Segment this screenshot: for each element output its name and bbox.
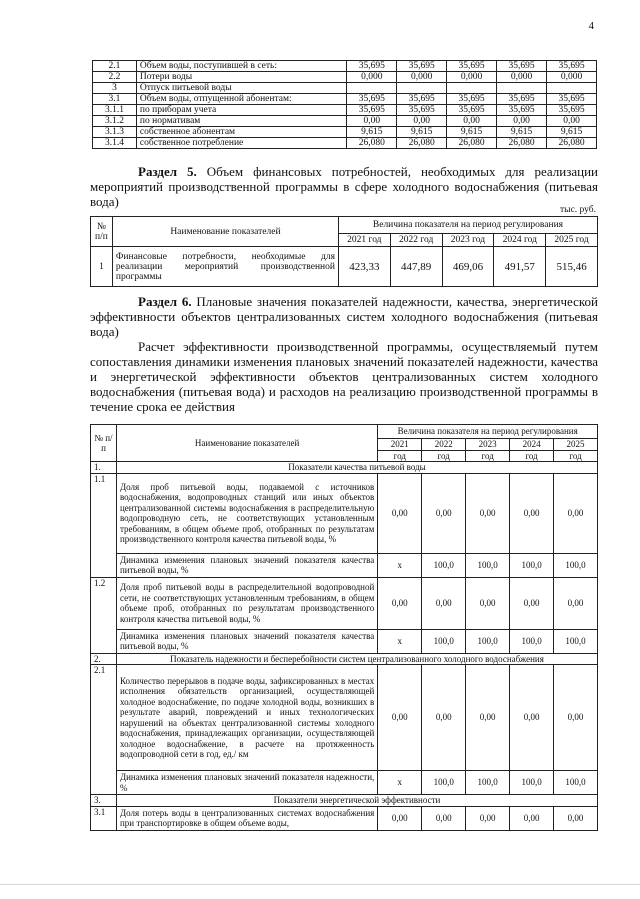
ind-year: 2023 <box>466 439 510 451</box>
row-value: 9,615 <box>547 127 597 138</box>
ind-header-group: Величина показателя на период регулирования <box>378 425 598 439</box>
ind-year-unit: год <box>554 450 598 462</box>
section-row-num: 1. <box>91 462 117 474</box>
row-value: 0,000 <box>347 72 397 83</box>
section-6-heading <box>90 294 598 339</box>
indicator-value: 0,00 <box>510 473 554 553</box>
row-value: 35,695 <box>347 94 397 105</box>
ind-year: 2025 <box>554 439 598 451</box>
row-name: Объем воды, поступившей в сеть: <box>136 61 346 72</box>
row-name: Отпуск питьевой воды <box>136 83 346 94</box>
water-balance-row <box>93 116 597 127</box>
indicator-value: 0,00 <box>378 473 422 553</box>
section-row-title: Показатели энергетической эффективности <box>116 795 597 807</box>
row-value: 35,695 <box>397 61 447 72</box>
water-balance-table <box>92 60 597 149</box>
row-value: 26,080 <box>397 138 447 149</box>
section-6-label: Раздел 6. <box>138 294 192 309</box>
dynamics-name: Динамика изменения плановых значений показателя надежности, % <box>116 771 377 795</box>
fin-value: 515,46 <box>546 247 598 287</box>
water-balance-row <box>93 61 597 72</box>
ind-year: 2024 <box>510 439 554 451</box>
page-bottom-rule <box>0 884 640 885</box>
row-num: 3.1.3 <box>93 127 137 138</box>
indicator-name: Доля проб питьевой воды, подаваемой с источников водоснабжения, водопроводных станций или иных объектов централизованной системы водоснабжения в распределительную водопроводную сеть, не соответствующих установленным требованиям, в общем объеме проб, отобранных по результатам производственного контроля качества питьевой воды, % <box>116 473 377 553</box>
row-num: 1.1 <box>91 473 117 577</box>
section-6-paragraph: Расчет эффективности производственной программы, осуществляемый путем сопоставления динамики изменения плановых значений показателей надежности, качества и энергетической эффективности объектов централизованных систем холодного водоснабжения (питьевая вода) и расходов на реализацию производственной программы в течение срока ее действия <box>90 339 598 414</box>
row-value: 0,00 <box>497 116 547 127</box>
row-value <box>397 83 447 94</box>
row-value: 26,080 <box>497 138 547 149</box>
indicator-value: 0,00 <box>510 806 554 830</box>
page-number: 4 <box>588 20 594 32</box>
row-value: 0,00 <box>447 116 497 127</box>
row-value: 26,080 <box>447 138 497 149</box>
row-value: 0,000 <box>547 72 597 83</box>
dynamics-value: 100,0 <box>510 629 554 653</box>
indicator-value: 0,00 <box>466 577 510 629</box>
row-value: 35,695 <box>497 105 547 116</box>
dynamics-value: х <box>378 771 422 795</box>
row-value: 35,695 <box>547 61 597 72</box>
row-num: 3.1 <box>93 94 137 105</box>
fin-row-num: 1 <box>91 247 113 287</box>
fin-value: 491,57 <box>494 247 546 287</box>
section-5-text: Объем финансовых потребностей, необходимых для реализации мероприятий производственной программы в сфере холодного водоснабжения (питьевая вода) <box>90 164 598 209</box>
row-value: 35,695 <box>447 94 497 105</box>
dynamics-value: 100,0 <box>466 771 510 795</box>
water-balance-row <box>93 105 597 116</box>
row-value: 0,00 <box>547 116 597 127</box>
row-num: 2.2 <box>93 72 137 83</box>
section-6-text: Плановые значения показателей надежности, качества, энергетической эффективности объектов централизованных систем холодного водоснабжения (питьевая вода) <box>90 294 599 339</box>
dynamics-value: х <box>378 629 422 653</box>
ind-header-num: № п/п <box>91 425 117 462</box>
fin-year: 2025 год <box>546 234 598 247</box>
row-value: 35,695 <box>347 105 397 116</box>
water-balance-row <box>93 127 597 138</box>
dynamics-value: 100,0 <box>554 629 598 653</box>
dynamics-value: 100,0 <box>422 553 466 577</box>
dynamics-value: 100,0 <box>422 629 466 653</box>
row-value: 35,695 <box>447 61 497 72</box>
section-row-num: 3. <box>91 795 117 807</box>
row-value: 35,695 <box>547 105 597 116</box>
indicator-value: 0,00 <box>466 665 510 771</box>
row-name: собственное абонентам <box>136 127 346 138</box>
indicator-value: 0,00 <box>554 473 598 553</box>
row-value: 35,695 <box>497 61 547 72</box>
section-row-num: 2. <box>91 653 117 665</box>
dynamics-name: Динамика изменения плановых значений показателя качества питьевой воды, % <box>116 629 377 653</box>
indicator-name: Количество перерывов в подаче воды, зафиксированных в местах исполнения обязательств организацией, осуществляющей холодное водоснабжение, по подаче холодной воды, возникших в результате аварий, повреждений и иных технологических нарушений на объектах централизованной системы холодного водоснабжения, принадлежащих организации, осуществляющей холодное водоснабжение, в расчете на протяженность водопроводной сети в год, ед./ км <box>116 665 377 771</box>
row-num: 3.1.1 <box>93 105 137 116</box>
indicator-value: 0,00 <box>466 806 510 830</box>
row-value <box>497 83 547 94</box>
fin-year: 2023 год <box>442 234 494 247</box>
indicators-table <box>90 424 598 831</box>
indicator-value: 0,00 <box>554 665 598 771</box>
fin-year: 2021 год <box>338 234 390 247</box>
indicator-value: 0,00 <box>510 665 554 771</box>
indicator-value: 0,00 <box>422 665 466 771</box>
row-num: 2.1 <box>91 665 117 795</box>
ind-year: 2021 <box>378 439 422 451</box>
row-name: по приборам учета <box>136 105 346 116</box>
fin-value: 469,06 <box>442 247 494 287</box>
financial-needs-table <box>90 216 598 287</box>
row-num: 3.1.2 <box>93 116 137 127</box>
section-row-title: Показатель надежности и бесперебойности систем централизованного холодного водоснабжения <box>116 653 597 665</box>
row-num: 3 <box>93 83 137 94</box>
indicator-value: 0,00 <box>422 473 466 553</box>
indicator-value: 0,00 <box>422 806 466 830</box>
row-value: 35,695 <box>347 61 397 72</box>
water-balance-row <box>93 83 597 94</box>
fin-value: 423,33 <box>338 247 390 287</box>
row-value: 26,080 <box>547 138 597 149</box>
dynamics-value: 100,0 <box>510 553 554 577</box>
water-balance-row <box>93 72 597 83</box>
water-balance-row <box>93 94 597 105</box>
dynamics-value: 100,0 <box>510 771 554 795</box>
units-label: тыс. руб. <box>560 205 596 215</box>
fin-header-num: № п/п <box>91 217 113 247</box>
indicator-value: 0,00 <box>378 665 422 771</box>
row-num: 1.2 <box>91 577 117 653</box>
fin-year: 2022 год <box>390 234 442 247</box>
row-value <box>347 83 397 94</box>
indicator-name: Доля потерь воды в централизованных системах водоснабжения при транспортировке в общем объеме воды, <box>116 806 377 830</box>
row-value: 35,695 <box>397 94 447 105</box>
ind-year-unit: год <box>466 450 510 462</box>
row-value: 0,000 <box>447 72 497 83</box>
row-num: 3.1 <box>91 806 117 830</box>
row-value: 35,695 <box>547 94 597 105</box>
row-name: собственное потребление <box>136 138 346 149</box>
row-value: 0,00 <box>347 116 397 127</box>
indicator-value: 0,00 <box>554 577 598 629</box>
row-value: 9,615 <box>497 127 547 138</box>
water-balance-row <box>93 138 597 149</box>
row-value: 0,000 <box>497 72 547 83</box>
fin-header-group: Величина показателя на период регулирования <box>338 217 597 234</box>
ind-year-unit: год <box>510 450 554 462</box>
indicator-name: Доля проб питьевой воды в распределительной водопроводной сети, не соответствующих установленным требованиям, в общем объеме проб, отобранных по результатам производственного контроля качества питьевой воды, % <box>116 577 377 629</box>
dynamics-value: 100,0 <box>466 629 510 653</box>
ind-year: 2022 <box>422 439 466 451</box>
section-row-title: Показатели качества питьевой воды <box>116 462 597 474</box>
row-name: Объем воды, отпущенной абонентам: <box>136 94 346 105</box>
fin-year: 2024 год <box>494 234 546 247</box>
fin-row-name: Финансовые потребности, необходимые для реализации мероприятий производственной программы <box>112 247 338 287</box>
row-value: 0,000 <box>397 72 447 83</box>
ind-header-name: Наименование показателей <box>116 425 377 462</box>
row-value <box>447 83 497 94</box>
indicator-value: 0,00 <box>422 577 466 629</box>
dynamics-value: 100,0 <box>554 553 598 577</box>
row-value: 35,695 <box>447 105 497 116</box>
fin-header-name: Наименование показателей <box>112 217 338 247</box>
row-value <box>547 83 597 94</box>
row-num: 3.1.4 <box>93 138 137 149</box>
row-value: 9,615 <box>447 127 497 138</box>
dynamics-value: 100,0 <box>466 553 510 577</box>
dynamics-value: х <box>378 553 422 577</box>
indicator-value: 0,00 <box>378 806 422 830</box>
ind-year-unit: год <box>378 450 422 462</box>
dynamics-value: 100,0 <box>554 771 598 795</box>
ind-year-unit: год <box>422 450 466 462</box>
row-value: 0,00 <box>397 116 447 127</box>
indicator-value: 0,00 <box>510 577 554 629</box>
row-value: 35,695 <box>497 94 547 105</box>
dynamics-value: 100,0 <box>422 771 466 795</box>
fin-value: 447,89 <box>390 247 442 287</box>
row-value: 9,615 <box>397 127 447 138</box>
dynamics-name: Динамика изменения плановых значений показателя качества питьевой воды, % <box>116 553 377 577</box>
row-value: 26,080 <box>347 138 397 149</box>
row-num: 2.1 <box>93 61 137 72</box>
row-name: Потери воды <box>136 72 346 83</box>
section-5-label: Раздел 5. <box>138 164 197 179</box>
indicator-value: 0,00 <box>466 473 510 553</box>
indicator-value: 0,00 <box>554 806 598 830</box>
row-value: 35,695 <box>397 105 447 116</box>
row-value: 9,615 <box>347 127 397 138</box>
indicator-value: 0,00 <box>378 577 422 629</box>
section-5-heading <box>90 164 598 209</box>
row-name: по нормативам <box>136 116 346 127</box>
